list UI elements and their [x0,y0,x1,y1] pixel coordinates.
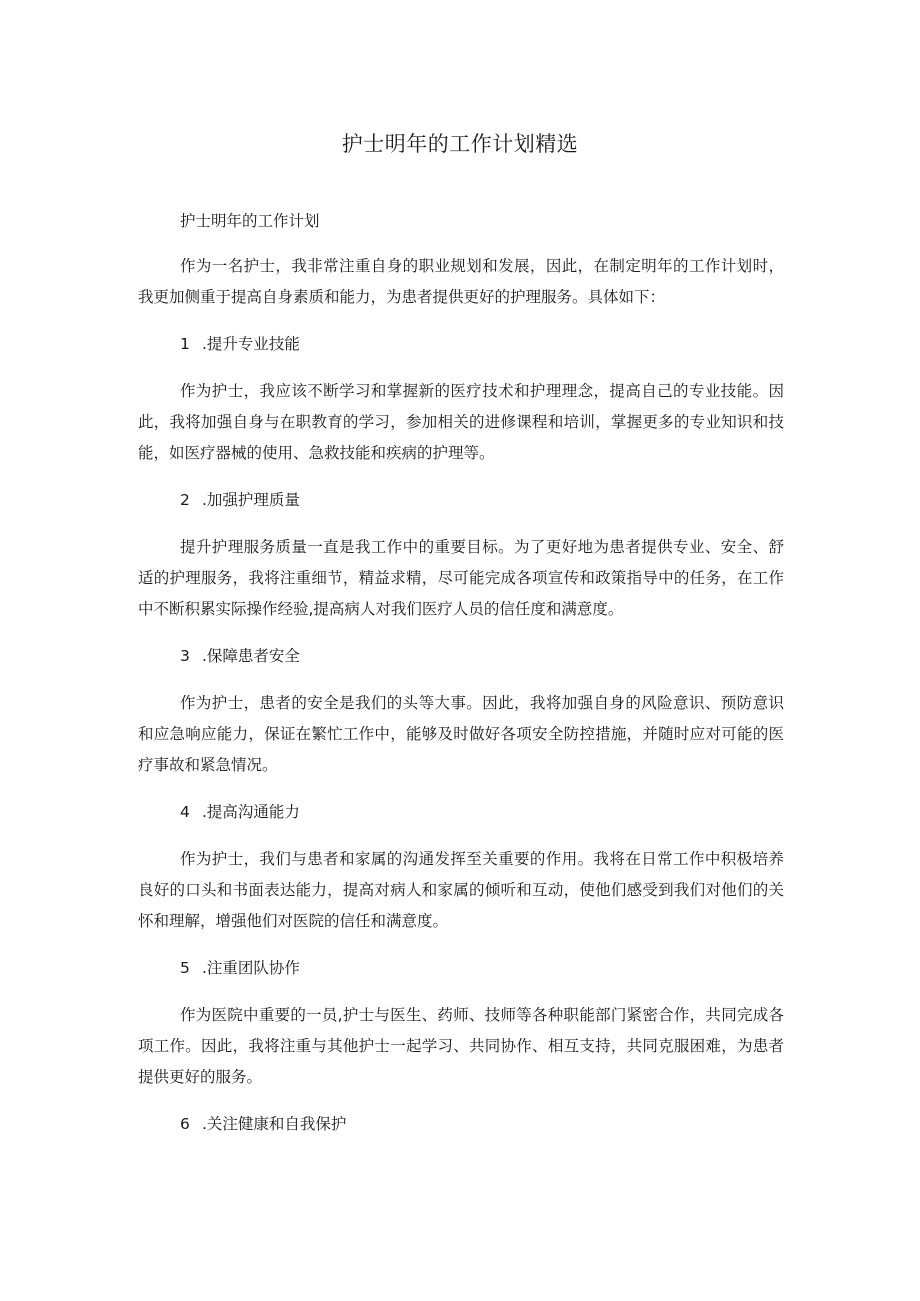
section-body-5: 作为医院中重要的一员,护士与医生、药师、技师等各种职能部门紧密合作，共同完成各项工作。因此，我将注重与其他护士一起学习、共同协作、相互支持，共同克服困难，为患者提供更好的服务。 [138,1006,784,1086]
section-heading-text: .提高沟通能力 [202,803,300,821]
section-number: 1 [180,335,190,353]
document-title: 护士明年的工作计划精选 [341,132,579,156]
intro-paragraph: 作为一名护士，我非常注重自身的职业规划和发展，因此，在制定明年的工作计划时，我更加侧重于提高自身素质和能力，为患者提供更好的护理服务。具体如下： [138,257,784,306]
document-subtitle: 护士明年的工作计划 [180,212,320,230]
section-number: 5 [180,959,190,977]
section-heading-2 [138,485,784,516]
section-heading-text: .保障患者安全 [202,647,300,665]
section-heading-text: .关注健康和自我保护 [202,1115,347,1133]
section-number: 4 [180,803,190,821]
section-number: 3 [180,647,190,665]
section-number: 6 [180,1115,190,1133]
document-body [138,206,784,1156]
section-heading-6 [138,1109,784,1140]
section-heading-text: .注重团队协作 [202,959,300,977]
section-body-4: 作为护士，我们与患者和家属的沟通发挥至关重要的作用。我将在日常工作中积极培养良好的口头和书面表达能力，提高对病人和家属的倾听和互动，使他们感受到我们对他们的关怀和理解，增强他们对医院的信任和满意度。 [138,850,784,930]
section-heading-5 [138,953,784,984]
section-heading-text: .加强护理质量 [202,491,300,509]
section-number: 2 [180,491,190,509]
section-heading-3 [138,641,784,672]
section-body-3: 作为护士，患者的安全是我们的头等大事。因此，我将加强自身的风险意识、预防意识和应急响应能力，保证在繁忙工作中，能够及时做好各项安全防控措施，并随时应对可能的医疗事故和紧急情况。 [138,694,784,774]
section-body-2: 提升护理服务质量一直是我工作中的重要目标。为了更好地为患者提供专业、安全、舒适的护理服务，我将注重细节，精益求精，尽可能完成各项宣传和政策指导中的任务，在工作中不断积累实际操作经验,提高病人对我们医疗人员的信任度和满意度。 [138,538,784,618]
section-body-1: 作为护士，我应该不断学习和掌握新的医疗技术和护理理念，提高自己的专业技能。因此，我将加强自身与在职教育的学习，参加相关的进修课程和培训，掌握更多的专业知识和技能，如医疗器械的使用、急救技能和疾病的护理等。 [138,382,784,462]
section-heading-1 [138,329,784,360]
section-heading-4 [138,797,784,828]
section-heading-text: .提升专业技能 [202,335,300,353]
